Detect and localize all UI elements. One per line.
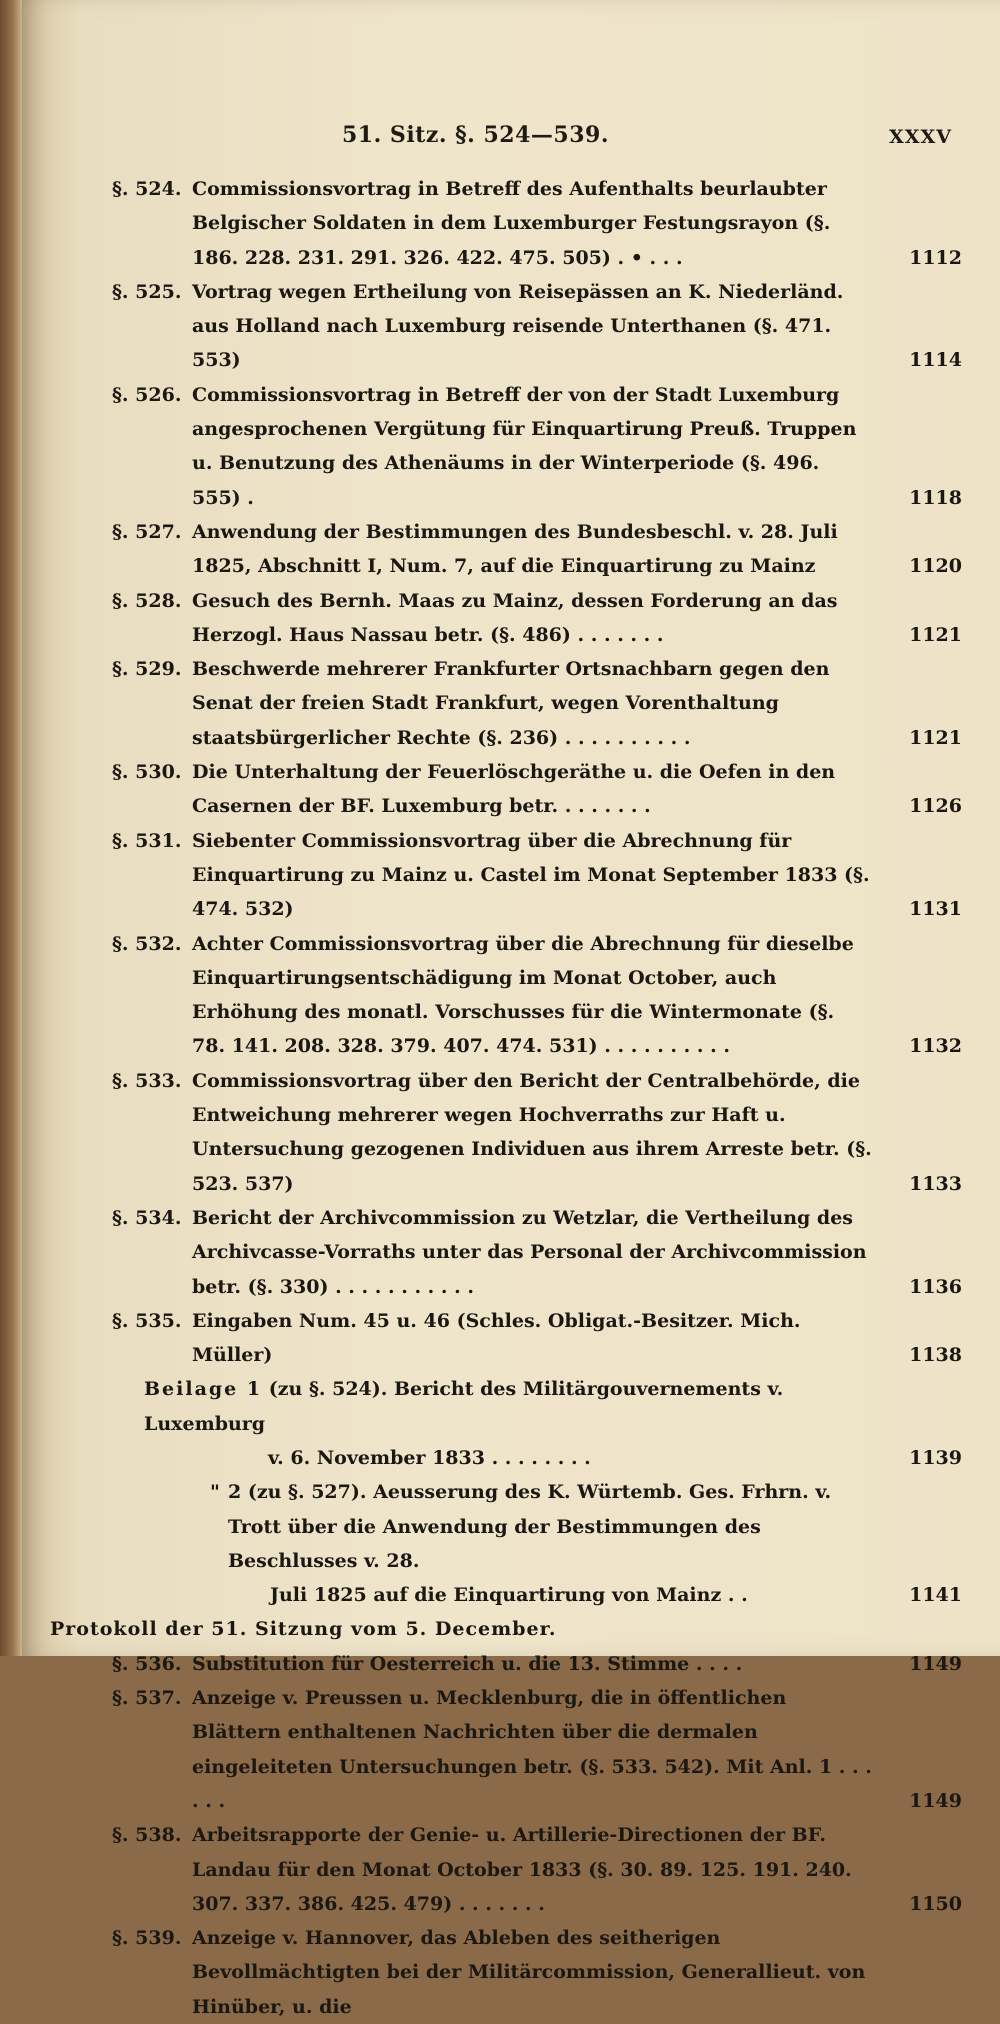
index-entry	[92, 927, 962, 1064]
section-number: §. 536.	[112, 1652, 182, 1675]
index-entry	[92, 172, 962, 275]
page-reference: 1133	[909, 1172, 962, 1195]
appendix-continuation: Juli 1825 auf die Einquartirung von Mainz . .	[270, 1584, 748, 1607]
entry-text: Eingaben Num. 45 u. 46 (Schles. Obligat.-Besitzer. Mich. Müller)	[192, 1309, 801, 1367]
section-number: §. 535.	[112, 1309, 182, 1332]
section-number: §. 530.	[112, 761, 182, 784]
appendix-description: 2 (zu §. 527). Aeusserung des K. Würtemb. Ges. Frhrn. v. Trott über die Anwendung der Bestimmungen des Beschlusses v. 28.	[228, 1481, 832, 1572]
page-reference: 1138	[909, 1344, 962, 1367]
entry-text: Achter Commissionsvortrag über die Abrechnung für dieselbe Einquartirungsentschädigung im Monat October, auch Erhöhung des monatl. Vorschusses für die Wintermonate (§. 78. 141. 208. 328. 379. 407. 474. 531) . . . . . . . . . .	[192, 932, 854, 1058]
entry-text: Anzeige v. Preussen u. Mecklenburg, die in öffentlichen Blättern enthaltenen Nachrichten über die dermalen eingeleiteten Untersuchungen betr. (§. 533. 542). Mit Anl. 1 . . . . . .	[192, 1687, 872, 1812]
page-reference: 1131	[909, 898, 962, 921]
page-reference: 1120	[909, 555, 962, 578]
page-reference: 1121	[909, 726, 962, 749]
index-entry	[92, 824, 962, 927]
entry-text: Commissionsvortrag über den Bericht der Centralbehörde, die Entweichung mehrerer wegen Hochverraths zur Haft u. Untersuchung gezogenen Individuen aus ihrem Arreste betr. (§. 523. 537)	[192, 1069, 872, 1195]
index-entry	[92, 584, 962, 653]
entry-text: Bericht der Archivcommission zu Wetzlar, die Vertheilung des Archivcasse-Vorraths unter das Personal der Archivcommission betr. (§. 330) . . . . . . . . . . .	[192, 1206, 867, 1298]
page-reference: 1150	[909, 1892, 962, 1915]
page-reference: 1118	[909, 486, 962, 509]
appendix-continuation: v. 6. November 1833 . . . . . . . .	[268, 1446, 591, 1469]
section-number: §. 533.	[112, 1069, 182, 1092]
appendix-text	[144, 1372, 962, 1441]
entry-text: Anwendung der Bestimmungen des Bundesbeschl. v. 28. Juli 1825, Abschnitt I, Num. 7, auf die Einquartirung zu Mainz	[192, 520, 838, 578]
protocol-heading: Protokoll der 51. Sitzung vom 5. December.	[50, 1618, 557, 1641]
page-reference: 1121	[909, 623, 962, 646]
index-entry	[92, 1304, 962, 1373]
section-number: §. 526.	[112, 383, 182, 406]
page-reference: 1132	[909, 1035, 962, 1058]
index-entry	[92, 1681, 962, 1818]
section-number: §. 532.	[112, 932, 182, 955]
index-entry	[92, 1201, 962, 1304]
index-entry	[92, 1921, 962, 2024]
section-number: §. 525.	[112, 280, 182, 303]
running-title: 51. Sitz. §. 524—539.	[342, 122, 609, 148]
index-entry	[92, 1818, 962, 1921]
index-entry	[92, 515, 962, 584]
entry-text: Substitution für Oesterreich u. die 13. Stimme . . . .	[192, 1652, 743, 1675]
index-entry	[92, 1647, 962, 1681]
entry-text: Commissionsvortrag in Betreff der von der Stadt Luxemburg angesprochenen Vergütung für Einquartirung Preuß. Truppen u. Benutzung des Athenäums in der Winterperiode (§. 496. 555) .	[192, 383, 857, 509]
page-reference: 1149	[909, 1789, 962, 1812]
page-reference: 1141	[909, 1584, 962, 1607]
page-number: XXXV	[889, 126, 952, 148]
entry-text: Commissionsvortrag in Betreff des Aufenthalts beurlaubter Belgischer Soldaten in dem Luxemburger Festungsrayon (§. 186. 228. 231. 291. 326. 422. 475. 505) . • . . .	[192, 178, 831, 269]
index-entry	[92, 378, 962, 515]
section-number: §. 537.	[112, 1687, 182, 1710]
page-reference: 1112	[909, 246, 962, 269]
section-number: §. 531.	[112, 829, 182, 852]
appendix-entry-1	[92, 1372, 962, 1475]
page-reference: 1139	[909, 1446, 962, 1469]
entry-text: Siebenter Commissionsvortrag über die Abrechnung für Einquartirung zu Mainz u. Castel im Monat September 1833 (§. 474. 532)	[192, 829, 870, 921]
section-number: §. 529.	[112, 658, 182, 681]
section-number: §. 539.	[112, 1927, 182, 1950]
entry-text: Vortrag wegen Ertheilung von Reisepässen an K. Niederländ. aus Holland nach Luxemburg reisende Unterthanen (§. 471. 553)	[192, 280, 844, 372]
appendix-description: (zu §. 524). Bericht des Militärgouvernements v. Luxemburg	[144, 1378, 784, 1435]
index-content	[50, 172, 962, 2024]
page-reference: 1114	[909, 349, 962, 372]
section-number: §. 524.	[112, 178, 182, 200]
index-entry	[92, 755, 962, 824]
entry-text: Beschwerde mehrerer Frankfurter Ortsnachbarn gegen den Senat der freien Stadt Frankfurt, wegen Vorenthaltung staatsbürgerlicher Rechte (§. 236) . . . . . . . . . .	[192, 658, 830, 749]
section-number: §. 538.	[112, 1824, 182, 1847]
entry-text: Die Unterhaltung der Feuerlöschgeräthe u. die Oefen in den Casernen der BF. Luxemburg betr. . . . . . . .	[192, 761, 836, 818]
index-entry	[92, 1064, 962, 1201]
appendix-entry-2	[92, 1475, 962, 1612]
appendix-label: Beilage 1	[144, 1378, 263, 1401]
entry-text: Gesuch des Bernh. Maas zu Mainz, dessen Forderung an das Herzogl. Haus Nassau betr. (§. 486) . . . . . . .	[192, 589, 838, 646]
section-number: §. 534.	[112, 1206, 182, 1229]
document-page	[22, 0, 1000, 2018]
index-entry	[92, 275, 962, 378]
index-entry	[92, 652, 962, 755]
book-spine-edge	[0, 0, 22, 1656]
section-number: §. 527.	[112, 520, 182, 543]
page-header	[22, 122, 1000, 152]
ditto-mark: "	[210, 1481, 220, 1504]
entry-text: Anzeige v. Hannover, das Ableben des seitherigen Bevollmächtigten bei der Militärcommission, Generallieut. von Hinüber, u. die	[192, 1927, 866, 2018]
section-number: §. 528.	[112, 589, 182, 612]
page-reference: 1126	[909, 795, 962, 818]
entry-text: Arbeitsrapporte der Genie- u. Artillerie-Directionen der BF. Landau für den Monat October 1833 (§. 30. 89. 125. 191. 240. 307. 337. 386. 425. 479) . . . . . . .	[192, 1824, 852, 1915]
page-reference: 1149	[909, 1652, 962, 1675]
page-reference: 1136	[909, 1275, 962, 1298]
